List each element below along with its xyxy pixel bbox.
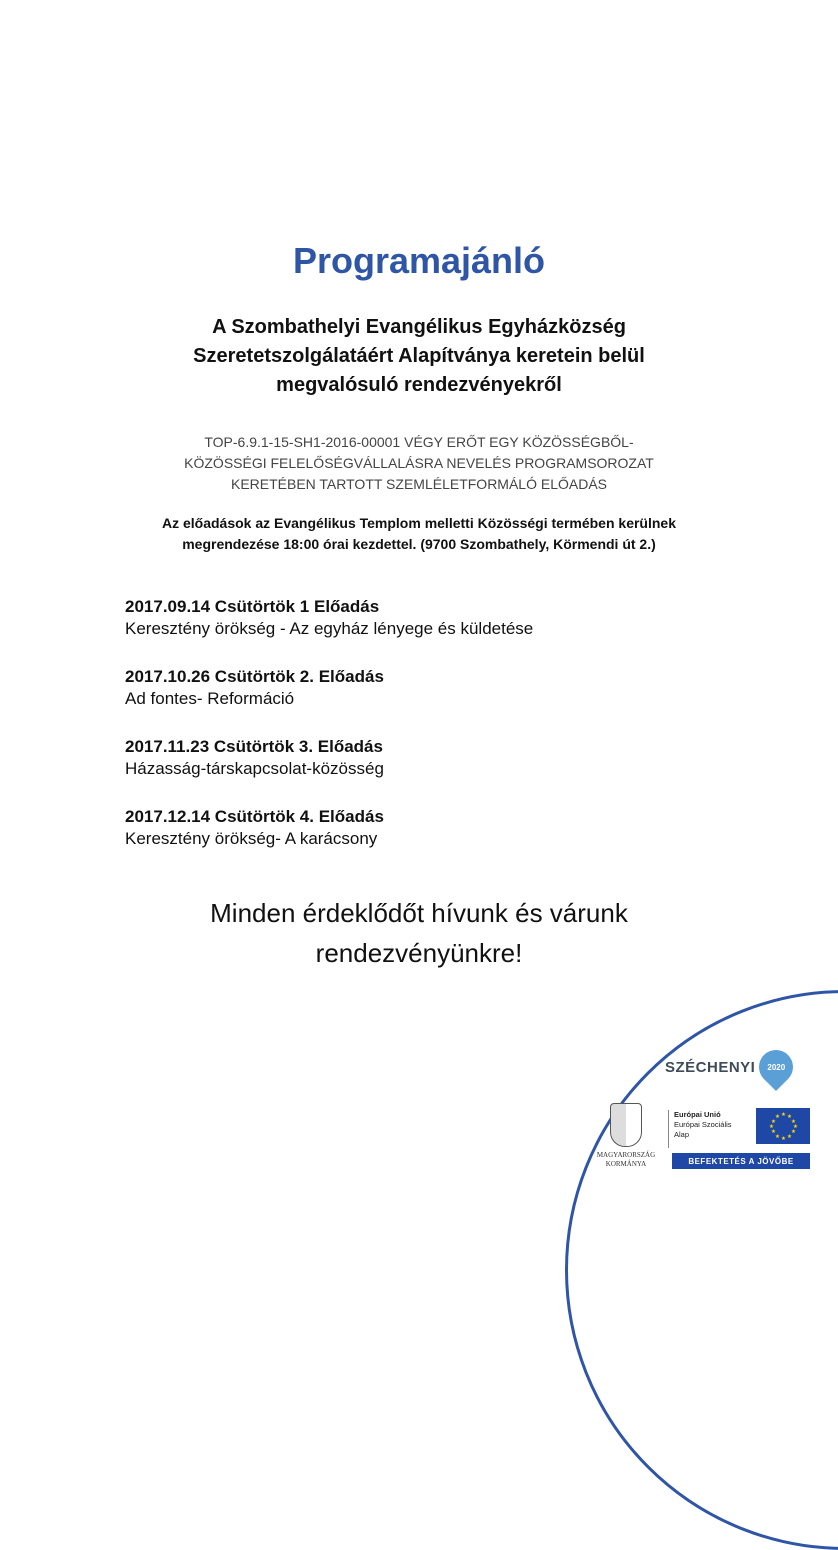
- project-line-2: KÖZÖSSÉGI FELELŐSÉGVÁLLALÁSRA NEVELÉS PROGRAMSOROZAT: [184, 455, 654, 471]
- event-topic: Keresztény örökség- A karácsony: [125, 829, 378, 848]
- event-topic: Keresztény örökség - Az egyház lényege és küldetése: [125, 619, 534, 638]
- location-pin-icon: [752, 1043, 800, 1091]
- page-title: Programajánló: [292, 240, 546, 281]
- government-logo: [590, 1103, 662, 1169]
- eu-line-2: Európai Szociális: [674, 1120, 732, 1129]
- invite-line-1: Minden érdeklődőt hívunk és várunk: [210, 898, 628, 928]
- coat-of-arms-icon: [610, 1103, 642, 1147]
- invite-line-2: rendezvényünkre!: [315, 938, 523, 968]
- szechenyi-logo: [665, 1047, 793, 1087]
- event-item: [125, 806, 765, 850]
- event-date: 2017.09.14 Csütörtök 1 Előadás: [125, 597, 380, 616]
- project-line-3: KERETÉBEN TARTOTT SZEMLÉLETFORMÁLÓ ELŐADÁS: [230, 476, 608, 492]
- venue-info: [0, 513, 838, 555]
- project-line-1: TOP-6.9.1-15-SH1-2016-00001 VÉGY ERŐT EGY KÖZÖSSÉGBŐL-: [204, 434, 634, 450]
- eu-stars: ★ ★ ★ ★ ★ ★ ★ ★ ★ ★ ★ ★: [769, 1112, 798, 1142]
- venue-line-2: megrendezése 18:00 órai kezdettel. (9700 Szombathely, Körmendi út 2.): [182, 536, 656, 552]
- subtitle-line-1: A Szombathelyi Evangélikus Egyházközség: [212, 316, 626, 338]
- event-date: 2017.12.14 Csütörtök 4. Előadás: [125, 807, 384, 826]
- eu-line-3: Alap: [674, 1130, 690, 1139]
- investment-banner: BEFEKTETÉS A JÖVŐBE: [672, 1153, 810, 1169]
- event-item: [125, 736, 765, 780]
- invitation-text: [0, 893, 838, 973]
- subtitle-line-2: Szeretetszolgálatáért Alapítványa keretein belül: [193, 345, 645, 367]
- event-item: [125, 666, 765, 710]
- eu-line-1: Európai Unió: [674, 1110, 721, 1119]
- organizer-heading: [0, 313, 838, 400]
- szechenyi-label: SZÉCHENYI: [665, 1058, 756, 1076]
- logo-divider: [668, 1110, 669, 1148]
- event-date: 2017.10.26 Csütörtök 2. Előadás: [125, 667, 384, 686]
- eu-flag-icon: [756, 1108, 810, 1144]
- event-item: [125, 596, 765, 640]
- event-date: 2017.11.23 Csütörtök 3. Előadás: [125, 737, 383, 756]
- gov-line-2: KORMÁNYA: [605, 1160, 647, 1168]
- szechenyi-year: 2020: [767, 1062, 786, 1072]
- event-list: [125, 596, 765, 876]
- event-topic: Ad fontes- Reformáció: [125, 689, 295, 708]
- subtitle-line-3: megvalósuló rendezvényekről: [276, 374, 562, 396]
- gov-line-1: MAGYARORSZÁG: [596, 1151, 656, 1159]
- event-topic: Házasság-társkapcsolat-közösség: [125, 759, 384, 778]
- venue-line-1: Az előadások az Evangélikus Templom melletti Közösségi termében kerülnek: [161, 515, 676, 531]
- project-reference: [0, 432, 838, 495]
- eu-fund-label: [674, 1110, 732, 1140]
